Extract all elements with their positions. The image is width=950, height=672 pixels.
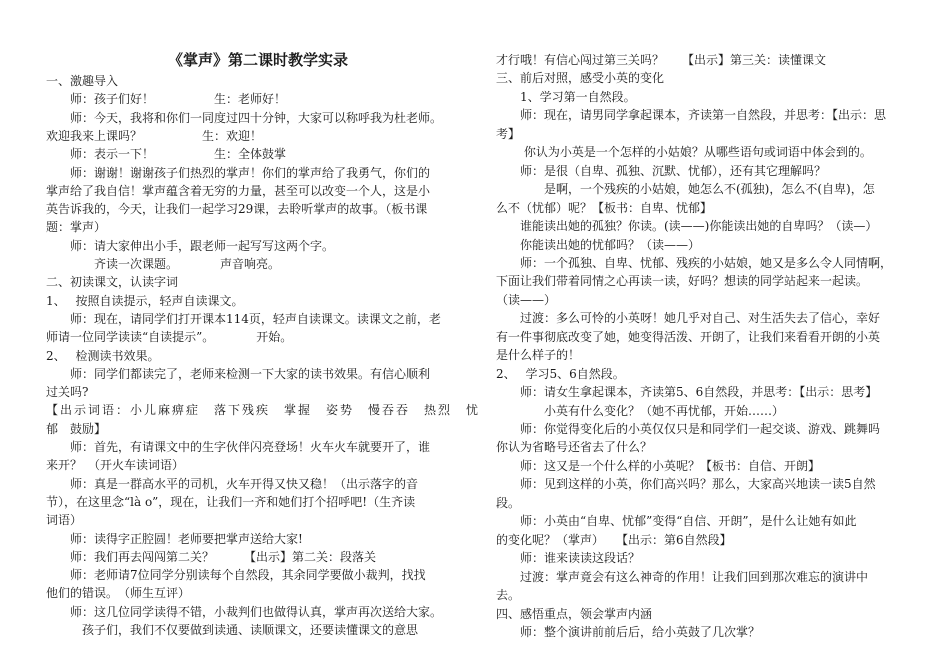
text-line: 师：是很（自卑、孤独、沉默、忧郁），还有其它理解吗？ <box>496 163 827 178</box>
text-line: 师：现在，请男同学拿起课本，齐读第一自然段，并思考：【出示：思 <box>496 108 887 123</box>
text-line: 是啊，一个残疾的小姑娘，她怎么不(孤独)，怎么不(自卑)，怎 <box>496 182 875 197</box>
text-line: 【出示词语：小儿麻痹症 落下残疾 掌握 姿势 慢吞吞 热烈 忧 <box>46 403 478 418</box>
text-line: 师：这又是一个什么样的小英呢？【板书：自信、开朗】 <box>496 458 821 473</box>
text-line: 师：请女生拿起课本，齐读第5、6自然段，并思考：【出示：思考】 <box>496 385 878 400</box>
text-line: 1、 按照自读提示，轻声自读课文。 <box>46 293 244 308</box>
text-line: 过关吗? <box>46 385 89 400</box>
text-line: 师：现在，请同学们打开课本114页，轻声自读课文。读课文之前，老 <box>46 311 441 326</box>
text-line: 师：首先，有请课文中的生字伙伴闪亮登场！火车火车就要开了，谁 <box>46 440 431 454</box>
text-line: 2、 检测读书效果。 <box>46 348 160 363</box>
text-line: 有一件事彻底改变了她，她变得活泼、开朗了，让我们来看看开朗的小英 <box>496 329 881 344</box>
text-line: 师：我们再去闯闯第二关？ 【出示】第二关：段落关 <box>46 549 377 564</box>
text-line: 小英有什么变化？（她不再忧郁，开始……） <box>496 403 785 418</box>
text-line: 师：一个孤独、自卑、忧郁、残疾的小姑娘，她又是多么令人同情啊， <box>496 255 893 270</box>
text-line: 的变化呢？（掌声） 【出示：第6自然段】 <box>496 532 732 547</box>
text-line: 才行哦！有信心闯过第三关吗？ 【出示】第三关：读懂课文 <box>496 53 827 67</box>
text-line: 2、 学习5、6自然段。 <box>496 366 625 381</box>
text-line: 师：谢谢！谢谢孩子们热烈的掌声！你们的掌声给了我勇气，你们的 <box>46 165 431 180</box>
text-line: 师请一位同学读读“自读提示”。 开始。 <box>46 330 293 345</box>
text-line: 师：这几位同学读得不错，小裁判们也做得认真，掌声再次送给大家。 <box>46 604 443 619</box>
text-line: 孩子们，我们不仅要做到读通、读顺课文，还要读懂课文的意思 <box>46 623 419 637</box>
text-line: 过渡：多么可怜的小英呀！她几乎对自己、对生活失去了信心，幸好 <box>496 311 881 326</box>
text-line: 过渡：掌声竟会有这么神奇的作用！让我们回到那次难忘的演讲中 <box>496 569 869 584</box>
text-line: 来开？ （开火车读词语） <box>46 458 185 473</box>
text-line: 一、激趣导入 <box>46 74 119 88</box>
text-line: 郁 鼓励】 <box>46 421 107 436</box>
text-line: 师：今天，我将和你们一同度过四十分钟，大家可以称呼我为杜老师。 <box>46 110 443 125</box>
text-line: 谁能读出她的孤独？你读。(读——)你能读出她的自卑吗？（读—） <box>496 219 878 234</box>
text-line: 师：请大家伸出小手，跟老师一起写写这两个字。 <box>46 238 335 253</box>
text-line: 么不（忧郁）呢？【板书：自卑、忧郁】 <box>496 200 713 215</box>
text-line: 三、前后对照，感受小英的变化 <box>496 71 665 86</box>
text-line: 你认为小英是一个怎样的小姑娘？从哪些语句或词语中体会到的。 <box>496 145 872 160</box>
text-line: 你认为省略号还省去了什么？ <box>496 440 653 455</box>
text-line: 他们的错误。 （师生互评） <box>46 586 191 601</box>
text-line: 节），在这里念“là o”，现在，让我们一齐和她们打个招呼吧!（生齐读 <box>46 494 416 509</box>
text-line: 四、感悟重点，领会掌声内涵 <box>496 606 653 621</box>
text-line: 词语） <box>46 513 83 528</box>
text-line: 师：真是一群高水平的司机，火车开得又快又稳！（出示落字的音 <box>46 476 419 491</box>
page-title: 《掌声》第二课时教学实录 <box>168 51 349 69</box>
text-line: 二、初读课文，认读字词 <box>46 275 179 290</box>
text-line: 师：表示一下！ 生：全体鼓掌 <box>46 147 287 162</box>
text-line: 欢迎我来上课吗？ 生：欢迎！ <box>46 128 263 143</box>
text-line: 下面让我们带着同情之心再读一读，好吗？想读的同学站起来一起读。 <box>496 274 869 289</box>
text-line: 段。 <box>496 495 521 510</box>
text-line: 师：你觉得变化后的小英仅仅只是和同学们一起交谈、游戏、跳舞吗 <box>496 422 881 436</box>
text-line: （读——） <box>496 292 557 307</box>
text-line: 1、学习第一自然段。 <box>496 89 636 104</box>
text-line: 师：整个演讲前前后后，给小英鼓了几次掌？ <box>496 624 761 639</box>
text-line: 师：小英由“自卑、忧郁”变得“自信、开朗”，是什么让她有如此 <box>496 514 857 529</box>
text-line: 考】 <box>496 126 521 141</box>
text-line: 是什么样子的！ <box>496 348 581 363</box>
text-line: 师：谁来读读这段话？ <box>496 551 641 566</box>
text-line: 师：见到这样的小英，你们高兴吗？那么，大家高兴地读一读5自然 <box>496 477 876 492</box>
text-line: 齐读一次课题。 声音响亮。 <box>46 257 281 271</box>
text-line: 题：掌声） <box>46 220 107 235</box>
text-line: 师：老师请7位同学分别读每个自然段，其余同学要做小裁判，找找 <box>46 568 426 583</box>
text-line: 师：同学们都读完了，老师来检测一下大家的读书效果。有信心顺利 <box>46 366 431 381</box>
text-line: 掌声给了我自信！掌声蕴含着无穷的力量，甚至可以改变一个人，这是小 <box>46 183 431 198</box>
text-line: 师：孩子们好！ 生：老师好！ <box>46 92 287 107</box>
text-line: 去。 <box>496 588 521 603</box>
text-line: 英告诉我的，今天，让我们一起学习29课，去聆听掌声的故事。（板书课 <box>46 202 428 217</box>
text-line: 师：读得字正腔圆！老师要把掌声送给大家! <box>46 531 303 546</box>
text-line: 你能读出她的忧郁吗？（读——） <box>496 237 701 252</box>
